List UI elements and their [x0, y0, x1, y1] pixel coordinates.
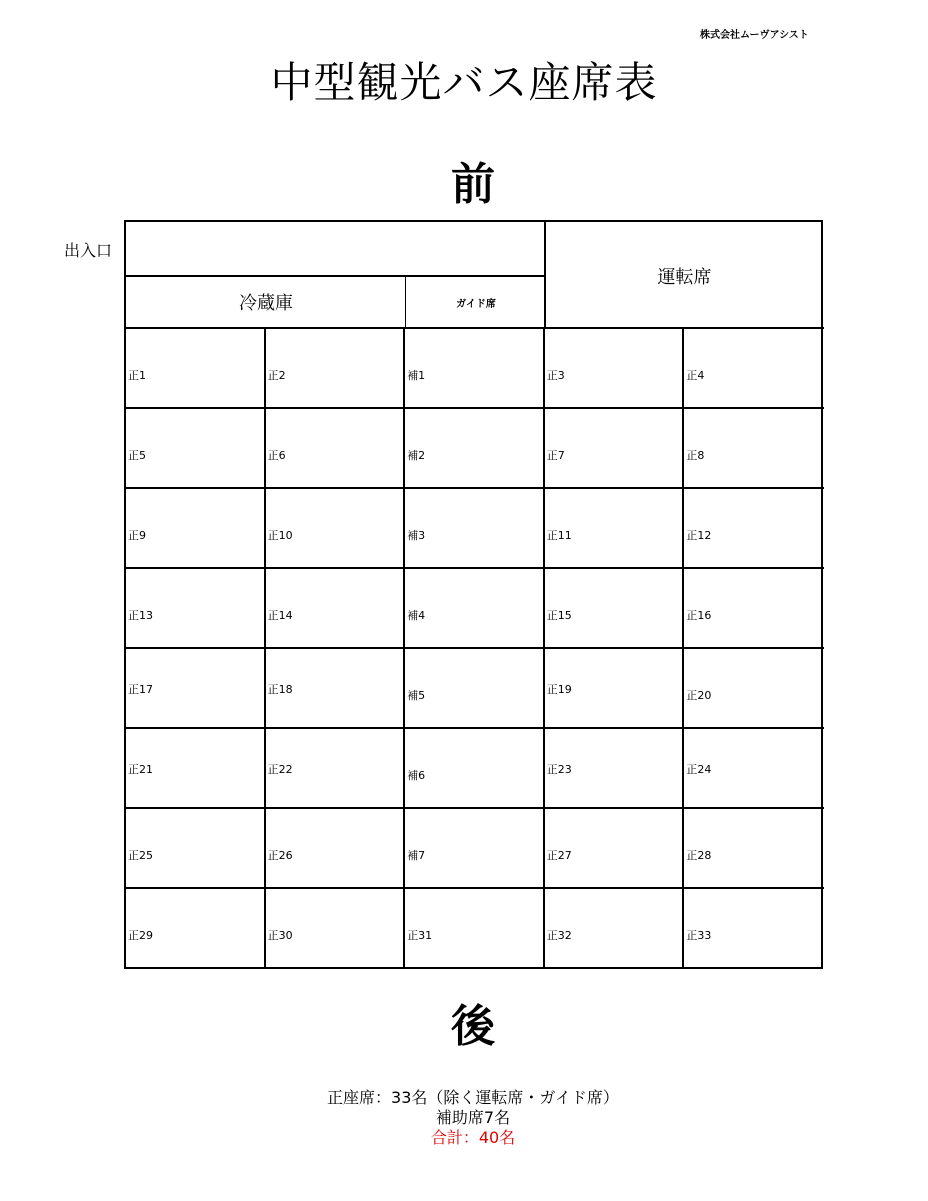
seat-label: 正32 [546, 929, 572, 942]
seat-label: 正25 [128, 849, 153, 862]
seat-label: 正18 [267, 683, 293, 696]
seat-cell [403, 407, 545, 489]
seat-cell [403, 807, 545, 889]
seat-cell [682, 887, 824, 969]
seat-label: 正33 [686, 929, 712, 942]
seat-cell [403, 647, 545, 729]
total-seat-count: 合計：40名 [430, 1128, 516, 1147]
fridge-label: 冷蔵庫 [239, 293, 293, 314]
seat-label: 正6 [267, 449, 286, 462]
seat-cell [543, 887, 685, 969]
seat-label: 正9 [128, 529, 146, 542]
entrance-label: 出入口 [64, 241, 113, 260]
seat-label: 補4 [407, 609, 426, 622]
seat-label: 正31 [407, 929, 433, 942]
seat-label: 正16 [686, 609, 712, 622]
seat-label: 正3 [546, 369, 565, 382]
seat-label: 正19 [546, 683, 572, 696]
seat-cell [543, 647, 685, 729]
guide-seat-label: ガイド席 [456, 298, 496, 310]
seat-label: 正1 [128, 369, 146, 382]
seat-chart [124, 220, 823, 969]
seat-cell [126, 727, 266, 809]
seat-cell [543, 407, 685, 489]
seat-label: 補2 [407, 449, 426, 462]
seat-cell [543, 567, 685, 649]
seat-label: 正8 [686, 449, 705, 462]
seat-cell [264, 807, 406, 889]
seat-label: 正28 [686, 849, 712, 862]
seat-label: 正26 [267, 849, 293, 862]
seat-cell [264, 327, 406, 409]
seat-cell [403, 487, 545, 569]
seat-label: 正22 [267, 763, 293, 776]
seat-label: 正24 [686, 763, 712, 776]
seat-cell [682, 567, 824, 649]
seat-label: 正11 [546, 529, 572, 542]
seat-cell [682, 647, 824, 729]
seat-label: 正17 [128, 683, 153, 696]
seat-cell [543, 727, 685, 809]
seat-cell [264, 567, 406, 649]
seat-cell [682, 327, 824, 409]
seat-cell [126, 807, 266, 889]
regular-seat-count: 正座席：33名（除く運転席・ガイド席） [327, 1088, 619, 1107]
seat-label: 補6 [407, 769, 426, 782]
seat-cell [264, 887, 406, 969]
seat-cell [682, 407, 824, 489]
seat-cell [126, 647, 266, 729]
seat-label: 正21 [128, 763, 153, 776]
seat-label: 正4 [686, 369, 705, 382]
seat-cell [403, 327, 545, 409]
seat-cell [264, 407, 406, 489]
seat-label: 正20 [686, 689, 712, 702]
front-label: 前 [451, 159, 495, 210]
seat-cell [126, 327, 266, 409]
seat-label: 正10 [267, 529, 293, 542]
seat-cell [264, 727, 406, 809]
seat-cell [126, 567, 266, 649]
seat-label: 補7 [407, 849, 426, 862]
company-name: 株式会社ムーヴアシスト [700, 30, 809, 41]
seat-label: 正29 [128, 929, 153, 942]
seat-summary [0, 1088, 928, 1148]
seat-cell [543, 487, 685, 569]
seat-cell [126, 407, 266, 489]
seat-label: 正15 [546, 609, 572, 622]
seat-label: 正23 [546, 763, 572, 776]
seat-label: 正2 [267, 369, 286, 382]
auxiliary-seat-count: 補助席7名 [435, 1108, 511, 1127]
page-title: 中型観光バス座席表 [270, 58, 658, 107]
seat-label: 補3 [407, 529, 426, 542]
seat-label: 正27 [546, 849, 572, 862]
seat-cell [126, 887, 266, 969]
seat-label: 正13 [128, 609, 153, 622]
rear-label: 後 [451, 1001, 495, 1052]
seat-cell [403, 887, 545, 969]
seat-cell [126, 487, 266, 569]
seat-cell [682, 807, 824, 889]
seat-label: 正12 [686, 529, 712, 542]
seat-cell [264, 487, 406, 569]
seat-cell [264, 647, 406, 729]
seat-label: 正5 [128, 449, 146, 462]
seat-cell [403, 567, 545, 649]
driver-seat-label: 運転席 [657, 266, 712, 288]
seat-label: 補5 [407, 689, 426, 702]
seat-cell [403, 727, 545, 809]
seat-cell [543, 327, 685, 409]
entrance-area [126, 222, 546, 277]
seat-label: 補1 [407, 369, 426, 382]
seat-cell [682, 487, 824, 569]
seat-label: 正14 [267, 609, 293, 622]
seat-cell [543, 807, 685, 889]
seat-label: 正30 [267, 929, 293, 942]
seat-label: 正7 [546, 449, 565, 462]
seat-cell [682, 727, 824, 809]
